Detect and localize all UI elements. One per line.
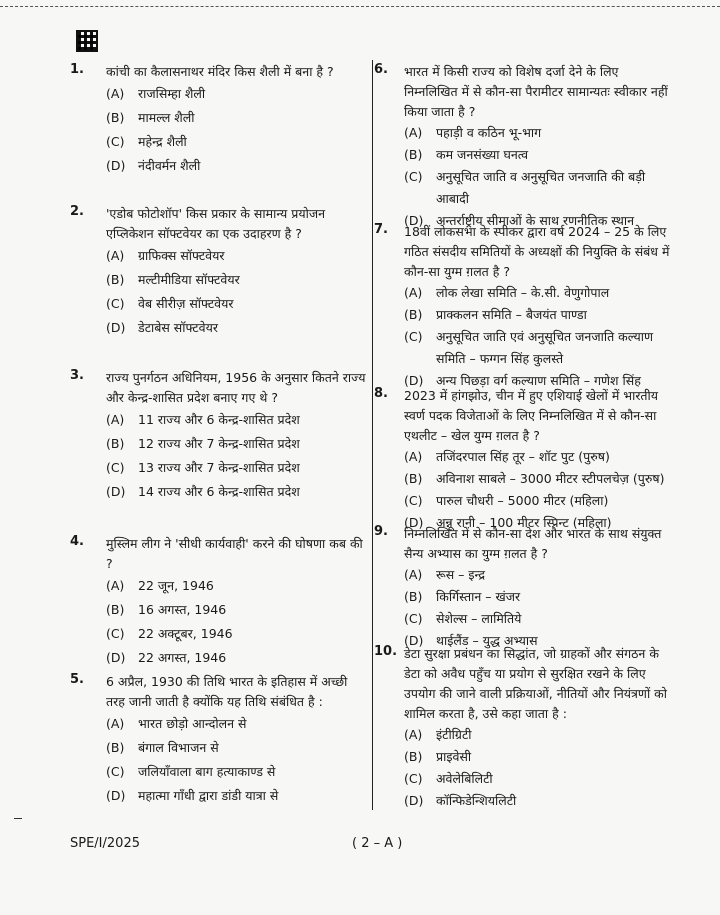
option-b[interactable]: (B) 12 राज्य और 7 केन्द्र-शासित प्रदेश [106, 436, 300, 451]
option-a[interactable]: (A) लोक लेखा समिति – के.सी. वेणुगोपाल [404, 285, 610, 300]
option-b[interactable]: (B) मामल्ल शैली [106, 110, 195, 125]
option-c[interactable]: (C) 13 राज्य और 7 केन्द्र-शासित प्रदेश [106, 460, 300, 475]
option-a[interactable]: (A) राजसिम्हा शैली [106, 86, 206, 101]
question-stem: राज्य पुनर्गठन अधिनियम, 1956 के अनुसार कितने राज्य और केन्द्र-शासित प्रदेश बनाए गए थे ? [106, 370, 366, 405]
question-stem: भारत में किसी राज्य को विशेष दर्जा देने के लिए निम्नलिखित में से कौन-सा पैरामीटर सामान्यतः स्वीकार नहीं किया जाता है ? [404, 64, 668, 119]
option-c[interactable]: (C) अनुसूचित जाति एवं अनुसूचित जनजाति कल्याण समिति – फग्गन सिंह कुलस्ते [404, 329, 654, 366]
option-b[interactable]: (B) कम जनसंख्या घनत्व [404, 147, 529, 162]
option-d[interactable]: (D) थाईलैंड – युद्ध अभ्यास [404, 633, 538, 648]
question-number: 6. [374, 62, 388, 77]
option-d[interactable]: (D) महात्मा गाँधी द्वारा डांडी यात्रा से [106, 788, 279, 803]
question-number: 5. [70, 672, 84, 687]
option-c[interactable]: (C) महेन्द्र शैली [106, 134, 187, 149]
option-a[interactable]: (A) रूस – इन्द्र [404, 567, 485, 582]
column-divider [372, 60, 373, 810]
question-9 [374, 524, 674, 652]
question-number: 8. [374, 386, 388, 401]
option-a[interactable]: (A) तजिंदरपाल सिंह तूर – शॉट पुट (पुरुष) [404, 449, 610, 464]
option-d[interactable]: (D) कॉन्फिडेन्शियलिटी [404, 793, 517, 808]
option-b[interactable]: (B) 16 अगस्त, 1946 [106, 602, 227, 617]
question-stem: 18वीं लोकसभा के स्पीकर द्वारा वर्ष 2024 – 25 के लिए गठित संसदीय समितियों के अध्यक्षों की नियुक्ति के संबंध में कौन-सा युग्म ग़लत है ? [404, 224, 670, 279]
option-a[interactable]: (A) 11 राज्य और 6 केन्द्र-शासित प्रदेश [106, 412, 300, 427]
option-c[interactable]: (C) अवेलेबिलिटी [404, 771, 493, 786]
option-d[interactable]: (D) डेटाबेस सॉफ्टवेयर [106, 320, 218, 335]
option-b[interactable]: (B) प्राइवेसी [404, 749, 472, 764]
option-c[interactable]: (C) अनुसूचित जाति व अनुसूचित जनजाति की बड़ी आबादी [404, 169, 646, 206]
question-stem: 2023 में हांगझोउ, चीन में हुए एशियाई खेलों में भारतीय स्वर्ण पदक विजेताओं के लिए निम्नलिखित में से कौन-सा एथलीट – खेल युग्म ग़लत है ? [404, 388, 659, 443]
question-number: 1. [70, 62, 84, 77]
question-3 [70, 368, 370, 504]
top-dashed-rule [0, 6, 720, 7]
question-stem: 'एडोब फोटोशॉप' किस प्रकार के सामान्य प्रयोजन एप्लिकेशन सॉफ्टवेयर का एक उदाहरण है ? [106, 206, 326, 241]
question-stem: कांची का कैलासनाथर मंदिर किस शैली में बना है ? [106, 64, 334, 79]
option-b[interactable]: (B) किर्गिस्तान – खंजर [404, 589, 521, 604]
option-b[interactable]: (B) मल्टीमीडिया सॉफ्टवेयर [106, 272, 240, 287]
option-a[interactable]: (A) 22 जून, 1946 [106, 578, 214, 593]
question-number: 7. [374, 222, 388, 237]
question-number: 4. [70, 534, 84, 549]
question-8 [374, 386, 674, 534]
question-4 [70, 534, 370, 670]
page-number: ( 2 – A ) [352, 836, 403, 851]
option-a[interactable]: (A) इंटीग्रिटी [404, 727, 472, 742]
option-b[interactable]: (B) अविनाश साबले – 3000 मीटर स्टीपलचेज़ (पुरुष) [404, 471, 665, 486]
question-stem: 6 अप्रैल, 1930 की तिथि भारत के इतिहास में अच्छी तरह जानी जाती है क्योंकि यह तिथि संबंधित है : [106, 674, 348, 709]
option-d[interactable]: (D) 14 राज्य और 6 केन्द्र-शासित प्रदेश [106, 484, 300, 499]
question-stem: निम्नलिखित में से कौन-सा देश और भारत के साथ संयुक्त सैन्य अभ्यास का युग्म ग़लत है ? [404, 526, 662, 561]
option-c[interactable]: (C) वेब सीरीज़ सॉफ्टवेयर [106, 296, 234, 311]
option-d[interactable]: (D) अन्य पिछड़ा वर्ग कल्याण समिति – गणेश सिंह [404, 373, 641, 388]
question-5 [70, 672, 370, 808]
option-d[interactable]: (D) अन्तर्राष्ट्रीय सीमाओं के साथ रणनीतिक स्थान [404, 213, 635, 228]
question-number: 2. [70, 204, 84, 219]
option-d[interactable]: (D) नंदीवर्मन शैली [106, 158, 201, 173]
option-c[interactable]: (C) जलियाँवाला बाग हत्याकाण्ड से [106, 764, 276, 779]
margin-mark [14, 818, 22, 819]
option-b[interactable]: (B) बंगाल विभाजन से [106, 740, 219, 755]
option-c[interactable]: (C) सेशेल्स – लामितिये [404, 611, 522, 626]
question-10 [374, 644, 674, 812]
paper-code: SPE/I/2025 [70, 836, 140, 851]
option-a[interactable]: (A) पहाड़ी व कठिन भू-भाग [404, 125, 542, 140]
option-d[interactable]: (D) 22 अगस्त, 1946 [106, 650, 227, 665]
option-a[interactable]: (A) ग्राफिक्स सॉफ्टवेयर [106, 248, 225, 263]
question-stem: डेटा सुरक्षा प्रबंधन का सिद्धांत, जो ग्राहकों और संगठन के डेटा को अवैध पहुँच या प्रयोग से सुरक्षित रखने के लिए उपयोग की जाने वाली प्रक्रियाओं, नीतियों और नियंत्रणों को शामिल करता है, उसे कहा जाता है : [404, 646, 667, 721]
question-6 [374, 62, 674, 232]
option-c[interactable]: (C) पारुल चौधरी – 5000 मीटर (महिला) [404, 493, 609, 508]
option-c[interactable]: (C) 22 अक्टूबर, 1946 [106, 626, 233, 641]
question-7 [374, 222, 674, 392]
question-1 [70, 62, 370, 178]
option-d[interactable]: (D) अन्नू रानी – 100 मीटर स्प्रिन्ट (महिला) [404, 515, 612, 530]
qr-code-icon [76, 30, 98, 52]
question-number: 10. [374, 644, 398, 659]
option-b[interactable]: (B) प्राक्कलन समिति – बैजयंत पाण्डा [404, 307, 587, 322]
question-2 [70, 204, 370, 340]
question-stem: मुस्लिम लीग ने 'सीधी कार्यवाही' करने की घोषणा कब की ? [106, 536, 363, 571]
option-a[interactable]: (A) भारत छोड़ो आन्दोलन से [106, 716, 247, 731]
question-number: 9. [374, 524, 388, 539]
question-number: 3. [70, 368, 84, 383]
